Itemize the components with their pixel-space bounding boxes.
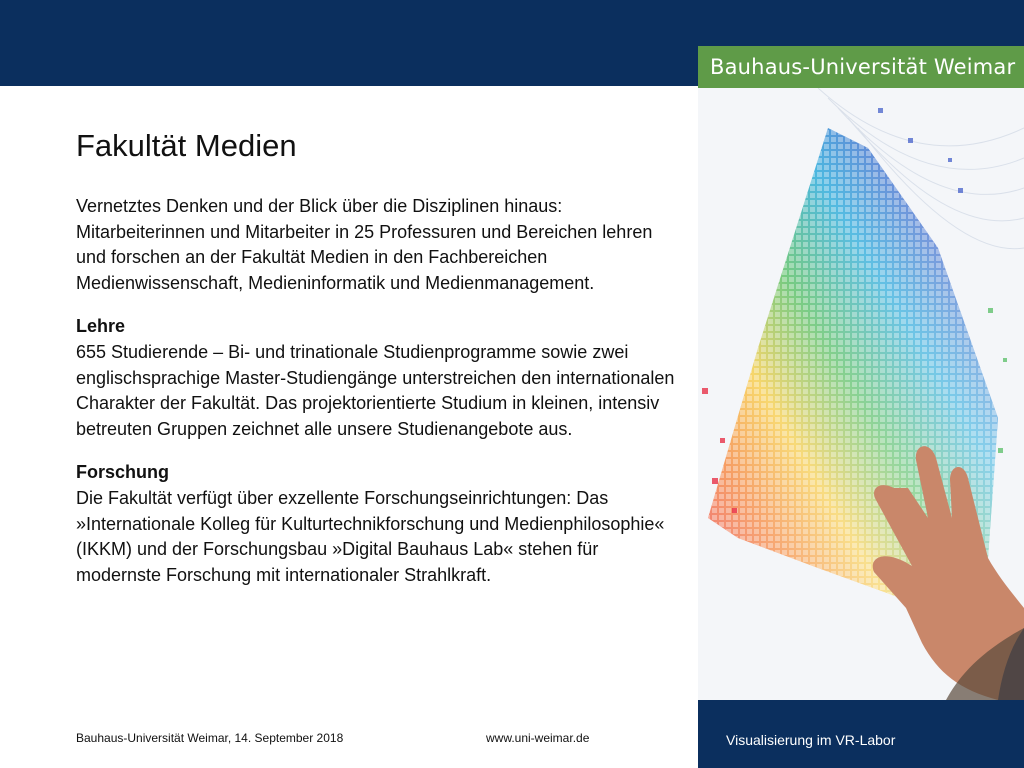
- caption-bar: [698, 700, 1024, 768]
- vr-visualization-graphic: [698, 88, 1024, 700]
- footer-url-link[interactable]: www.uni-weimar.de: [486, 731, 590, 745]
- forschung-text: Die Fakultät verfügt über exzellente Forschungseinrichtungen: Das »Internationale Kolleg für Kulturtechnikforschung und Medienphilosophie« (IKKM) und der Forschungsbau »Digital Bauhaus Lab« stehen für modernste Forschung mit internationaler Strahlkraft.: [76, 487, 665, 585]
- lehre-heading: Lehre: [76, 316, 126, 337]
- lehre-text: 655 Studierende – Bi- und trinationale Studienprogramme sowie zwei englischsprachige Master-Studiengänge unterstreichen den internationalen Charakter der Fakultät. Das projektorientierte Studium in kleinen, intensiv betreuten Gruppen zeichnet alle unsere Studienangebote aus.: [76, 341, 675, 439]
- footer-institution-date: Bauhaus-Universität Weimar, 14. September 2018: [76, 731, 344, 745]
- forschung-heading: Forschung: [76, 462, 169, 483]
- forschung-section: [76, 460, 676, 588]
- page-title: Fakultät Medien: [76, 128, 297, 163]
- university-logo[interactable]: Bauhaus-Universität Weimar: [698, 46, 1024, 88]
- lehre-section: [76, 314, 676, 442]
- vr-visualization-image: [698, 88, 1024, 700]
- image-caption: Visualisierung im VR-Labor: [726, 732, 896, 748]
- intro-paragraph: Vernetztes Denken und der Blick über die Disziplinen hinaus: Mitarbeiterinnen und Mitarbeiter in 25 Professuren und Bereichen lehren und forschen an der Fakultät Medien in den Fachbereichen Medienwissenschaft, Medieninformatik und Medienmanagement.: [76, 196, 653, 293]
- main-content: [76, 128, 676, 606]
